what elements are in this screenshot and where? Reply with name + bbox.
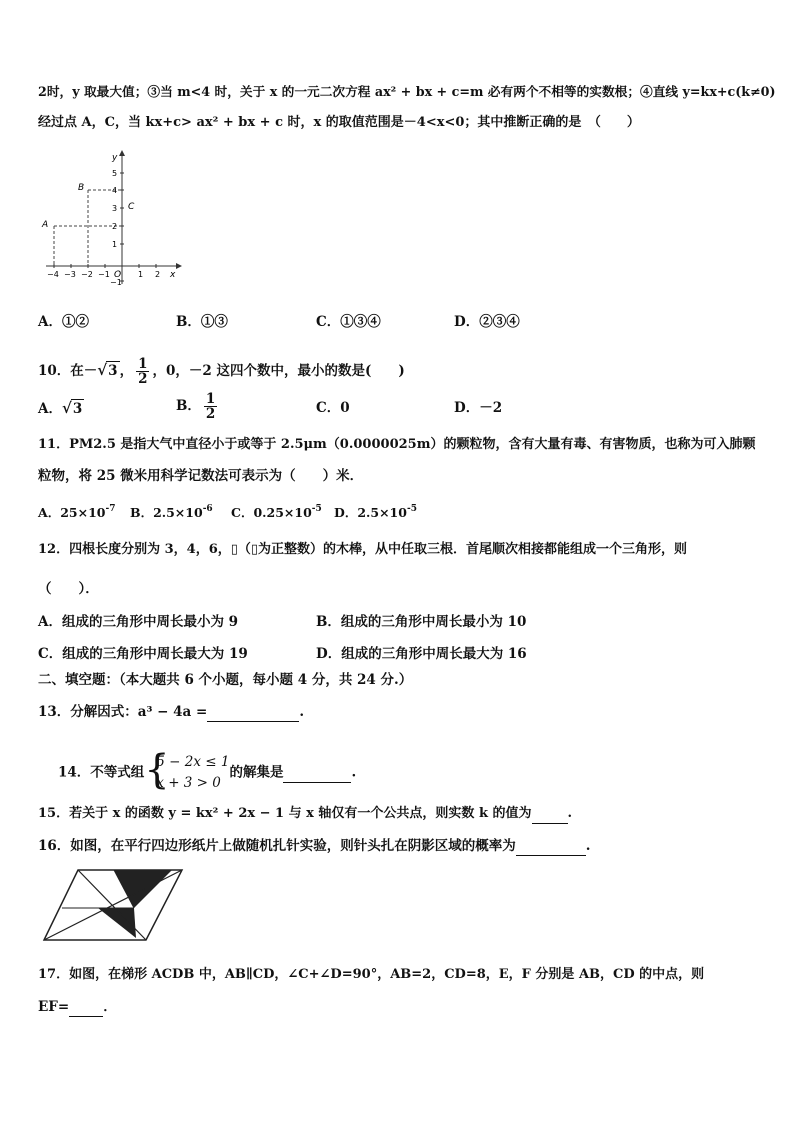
option-text: C．0.25×10 xyxy=(231,505,312,520)
q12-option-c[interactable]: C．组成的三角形中周长最大为 19 xyxy=(38,646,248,662)
option-radicand: 3 xyxy=(72,401,83,417)
x-tick: −4 xyxy=(47,270,59,279)
q15-stem xyxy=(38,805,572,824)
q14-stem xyxy=(58,747,357,794)
section-heading-fill-in: 二、填空题：（本大题共 6 个小题，每小题 4 分，共 24 分.） xyxy=(38,672,413,688)
q17-period: ． xyxy=(103,999,117,1015)
q10-option-d[interactable]: D．－2 xyxy=(454,400,503,416)
y-axis-arrow xyxy=(119,150,125,156)
q17-ef-label: EF= xyxy=(38,999,70,1015)
y-tick: 2 xyxy=(112,222,118,231)
fraction-denominator: 2 xyxy=(138,371,148,387)
x-tick: −3 xyxy=(64,270,76,279)
option-label: A． xyxy=(38,401,62,417)
q12-option-a[interactable]: A．组成的三角形中周长最小为 9 xyxy=(38,614,239,630)
q10-fraction xyxy=(136,357,149,386)
y-tick: 3 xyxy=(112,204,118,213)
q11-option-b[interactable] xyxy=(130,504,213,522)
q10-option-a[interactable] xyxy=(38,399,84,418)
x-tick: 1 xyxy=(138,270,144,279)
y-tick: −1 xyxy=(110,278,122,287)
q16-stem xyxy=(38,837,591,856)
q9-option-d[interactable]: D．②③④ xyxy=(454,314,520,330)
q12-option-b[interactable]: B．组成的三角形中周长最小为 10 xyxy=(316,614,527,630)
inequality-row: x + 3 > 0 xyxy=(156,775,221,791)
q15-answer-blank[interactable] xyxy=(532,805,568,824)
q11-line1: 11．PM2.5 是指大气中直径小于或等于 2.5μm（0.0000025m）的颗粒物，含有大量有毒、有害物质，也称为可入肺颗 xyxy=(38,437,756,452)
q9-line1: 2时，y 取最大值；③当 m<4 时，关于 x 的一元二次方程 ax² + bx + c=m 必有两个不相等的实数根；④直线 y=kx+c(k≠0) xyxy=(38,84,776,99)
q12-option-d[interactable]: D．组成的三角形中周长最大为 16 xyxy=(316,646,527,662)
q10-option-b[interactable] xyxy=(176,392,220,421)
point-c-label: C xyxy=(128,202,135,212)
q10-stem xyxy=(38,357,405,386)
q12-line2: （ ）． xyxy=(38,581,99,597)
y-tick: 5 xyxy=(112,169,118,178)
q16-parallelogram-figure xyxy=(42,868,184,944)
diagonal-ac xyxy=(44,870,182,940)
q12-line1: 12．四根长度分别为 3，4，6，▯（▯为正整数）的木棒，从中任取三根．首尾顺次相接都能组成一个三角形，则 xyxy=(38,542,688,557)
fraction-numerator: 1 xyxy=(138,356,148,372)
option-exponent: -7 xyxy=(105,504,116,514)
q9-option-c[interactable]: C．①③④ xyxy=(316,314,381,330)
q17-answer-blank[interactable] xyxy=(69,998,103,1017)
q9-option-a[interactable]: A．①② xyxy=(38,314,89,330)
y-tick: 4 xyxy=(112,186,118,195)
q14-inequality-system xyxy=(144,747,230,794)
q10-radicand: 3 xyxy=(108,363,118,379)
point-b-label: B xyxy=(78,183,85,193)
q10-suffix: ，0，－2 这四个数中，最小的数是( ) xyxy=(152,363,405,379)
x-tick: −1 xyxy=(98,270,110,279)
q14-suffix: 的解集是 xyxy=(229,764,284,781)
x-tick: 2 xyxy=(155,270,161,279)
q13-stem xyxy=(38,703,304,722)
q13-answer-blank[interactable] xyxy=(207,703,299,722)
inequality-row: 5 − 2x ≤ 1 xyxy=(156,754,230,770)
q13-period: . xyxy=(299,704,305,720)
q17-line2 xyxy=(38,998,117,1017)
q15-period: . xyxy=(567,806,573,821)
option-exponent: -6 xyxy=(202,504,213,514)
option-exponent: -5 xyxy=(311,504,322,514)
q14-period: . xyxy=(351,764,357,781)
q14-answer-blank[interactable] xyxy=(283,764,351,783)
option-text: D．2.5×10 xyxy=(334,505,407,520)
fraction-denominator: 2 xyxy=(205,406,216,422)
q9-coordinate-graph xyxy=(38,148,188,288)
q11-line2: 粒物，将 25 微米用科学记数法可表示为（ ）米． xyxy=(38,468,364,484)
option-exponent: -5 xyxy=(406,504,417,514)
sqrt-sign: √ xyxy=(61,399,72,417)
option-text: B．2.5×10 xyxy=(130,505,203,520)
q16-answer-blank[interactable] xyxy=(516,837,586,856)
option-text: A．25×10 xyxy=(38,505,106,520)
q10-option-c[interactable]: C．0 xyxy=(316,400,350,416)
option-label: B． xyxy=(176,398,201,414)
q17-line1: 17．如图，在梯形 ACDB 中，AB∥CD，∠C+∠D=90°，AB=2，CD=8，E，F 分别是 AB，CD 的中点，则 xyxy=(38,967,705,982)
q9-line2: 经过点 A，C，当 kx+c> ax² + bx + c 时，x 的取值范围是－4<x<0；其中推断正确的是 （ ） xyxy=(38,115,640,130)
fraction-numerator: 1 xyxy=(205,391,216,407)
q9-option-b[interactable]: B．①③ xyxy=(176,314,228,330)
q11-option-d[interactable] xyxy=(334,504,417,522)
q16-text: 16．如图，在平行四边形纸片上做随机扎针实验，则针头扎在阴影区域的概率为 xyxy=(38,838,516,854)
q10-sep: ， xyxy=(119,363,134,379)
sqrt-sign: √ xyxy=(97,361,108,379)
q13-text: 13．分解因式：a³ − 4a = xyxy=(38,704,208,720)
x-tick: −2 xyxy=(81,270,93,279)
q11-option-c[interactable] xyxy=(231,504,322,522)
q14-prefix: 14．不等式组 xyxy=(58,764,145,781)
option-fraction xyxy=(204,392,217,421)
origin-label: O xyxy=(114,270,122,280)
shaded-region-top xyxy=(114,870,172,908)
axis-tick-marks xyxy=(54,173,156,281)
q16-period: . xyxy=(585,838,591,854)
q11-option-a[interactable] xyxy=(38,504,115,522)
brace-icon: { xyxy=(144,747,170,793)
y-tick: 1 xyxy=(112,240,118,249)
x-axis-arrow xyxy=(176,263,182,269)
q15-text: 15．若关于 x 的函数 y = kx² + 2x − 1 与 x 轴仅有一个公共点，则实数 k 的值为 xyxy=(38,806,532,821)
point-a-label: A xyxy=(42,220,49,230)
q10-prefix: 10．在－ xyxy=(38,363,98,379)
x-axis-label: x xyxy=(170,270,176,280)
y-axis-label: y xyxy=(112,153,118,163)
